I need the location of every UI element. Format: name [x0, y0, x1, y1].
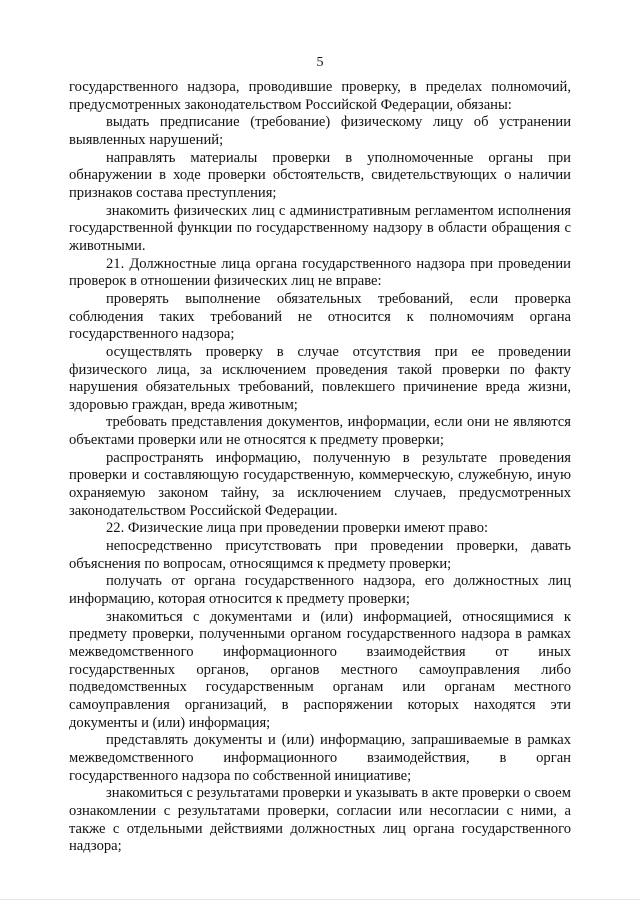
paragraph-review-results: знакомиться с результатами проверки и указывать в акте проверки о своем ознакомлении с результатами проверки, согласии или несогласии с ними, а также с отдельными действиями должностных лиц органа государственного надзора; — [69, 785, 571, 855]
paragraph-require-documents: требовать представления документов, информации, если они не являются объектами проверки или не относятся к предмету проверки; — [69, 414, 571, 449]
paragraph-submit-documents: представлять документы и (или) информацию, запрашиваемые в рамках межведомственного информационного взаимодействия, в орган государственного надзора по собственной инициативе; — [69, 732, 571, 784]
paragraph-familiarize-regulation: знакомить физических лиц с административным регламентом исполнения государственной функции по государственному надзору в области обращения с животными. — [69, 202, 571, 254]
paragraph-review-documents: знакомиться с документами и (или) информацией, относящимися к предмету проверки, полученными органом государственного надзора в рамках межведомственного информационного взаимодействия от иных государственных органов, органов местного самоуправления либо подведомственных государственным органам или органам местного самоуправления организаций, в распоряжении которых находятся эти документы и (или) информация; — [69, 608, 571, 731]
document-body — [69, 79, 571, 856]
paragraph-send-materials: направлять материалы проверки в уполномоченные органы при обнаружении в ходе проверки обстоятельств, свидетельствующих о наличии признаков состава преступления; — [69, 149, 571, 201]
paragraph-section-22: 22. Физические лица при проведении проверки имеют право: — [106, 520, 489, 537]
page-number: 5 — [316, 55, 324, 70]
paragraph-disclose-information: распространять информацию, полученную в результате проведения проверки и составляющую государственную, коммерческую, служебную, иную охраняемую законом тайну, за исключением случаев, предусмотренных законодательством Российской Федерации. — [69, 449, 571, 519]
paragraph-obligations-continued: государственного надзора, проводившие проверку, в пределах полномочий, предусмотренных законодательством Российской Федерации, обязаны: — [69, 79, 571, 113]
paragraph-issue-order: выдать предписание (требование) физическому лицу об устранении выявленных нарушений; — [69, 114, 571, 148]
paragraph-section-21: 21. Должностные лица органа государственного надзора при проведении проверок в отношении физических лиц не вправе: — [69, 255, 571, 290]
paragraph-check-absence: осуществлять проверку в случае отсутствия при ее проведении физического лица, за исключением проведения такой проверки по факту нарушения обязательных требований, повлекшего причинение вреда жизни, здоровью граждан, вреда животным; — [69, 343, 571, 413]
paragraph-attend-inspection: непосредственно присутствовать при проведении проверки, давать объяснения по вопросам, относящимся к предмету проверки; — [69, 538, 571, 572]
paragraph-check-requirements: проверять выполнение обязательных требований, если проверка соблюдения таких требований не относится к полномочиям органа государственного надзора; — [69, 290, 571, 343]
paragraph-receive-information: получать от органа государственного надзора, его должностных лиц информацию, которая относится к предмету проверки; — [69, 573, 571, 608]
